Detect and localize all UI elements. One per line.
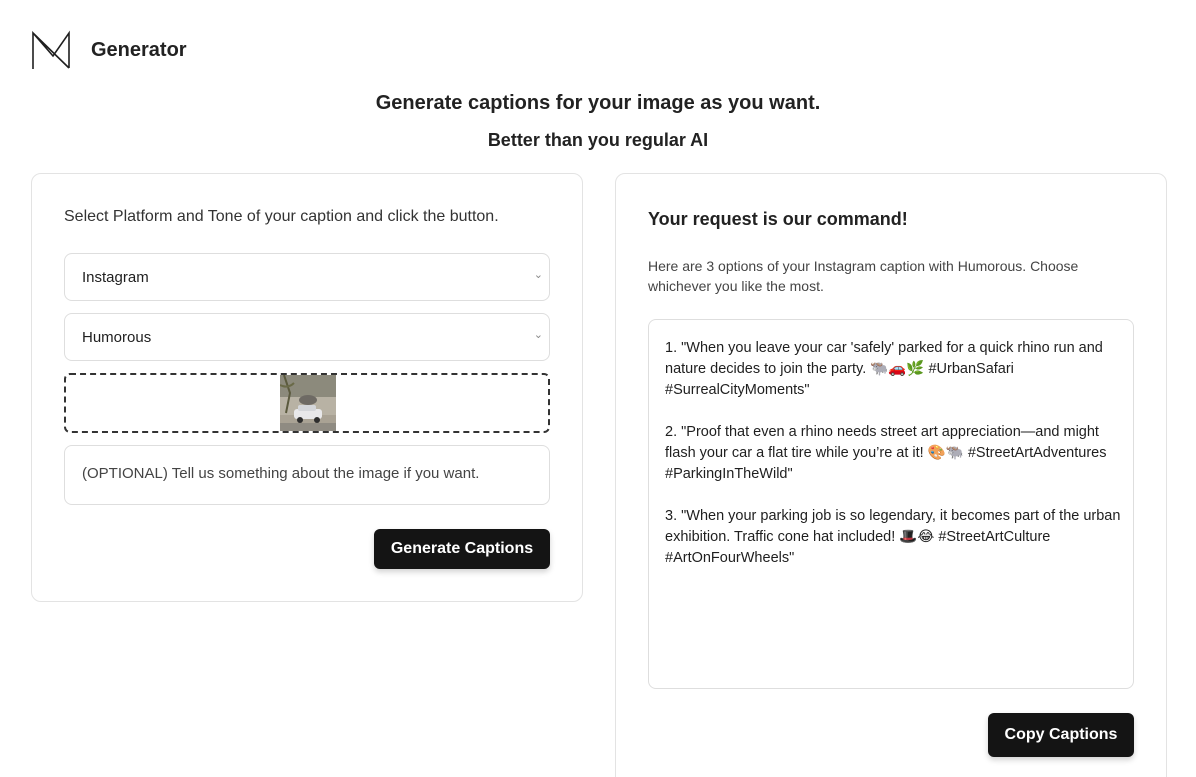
uploaded-image-thumbnail — [280, 375, 336, 431]
platform-select[interactable] — [64, 253, 550, 301]
captions-list — [665, 338, 1121, 590]
caption-option-1: 1. "When you leave your car 'safely' parked for a quick rhino run and nature decides to join the party. 🐃🚗🌿 #UrbanSafari #SurrealCityMoments" — [665, 340, 1103, 398]
result-description: Here are 3 options of your Instagram caption with Humorous. Choose whichever you like the most. — [648, 258, 1079, 294]
m-logo-icon[interactable] — [31, 30, 71, 70]
app-header — [31, 30, 187, 70]
image-description-placeholder: (OPTIONAL) Tell us something about the image if you want. — [82, 465, 480, 482]
page-title: Generate captions for your image as you want. — [375, 92, 821, 114]
image-upload-dropzone[interactable] — [64, 373, 550, 433]
brand-name: Generator — [91, 38, 187, 61]
chevron-down-icon: ⌄ — [533, 329, 543, 341]
caption-option-3: 3. "When your parking job is so legendary, it becomes part of the urban exhibition. Traffic cone hat included! 🎩😂 #StreetArtCulture #ArtOnFourWheels" — [665, 508, 1121, 566]
caption-option-2: 2. "Proof that even a rhino needs street art appreciation—and might flash your car a flat tire while you’re at it! 🎨🐃 #StreetArtAdventures #ParkingInTheWild" — [665, 424, 1107, 482]
platform-select-value: Instagram — [82, 269, 149, 286]
generate-captions-button[interactable]: Generate Captions — [374, 529, 550, 569]
form-instruction: Select Platform and Tone of your caption and click the button. — [64, 208, 499, 225]
result-title: Your request is our command! — [648, 209, 908, 229]
page-subtitle: Better than you regular AI — [487, 130, 709, 150]
tone-select[interactable] — [64, 313, 550, 361]
copy-captions-button[interactable]: Copy Captions — [988, 713, 1134, 757]
chevron-down-icon: ⌄ — [533, 269, 543, 281]
captions-output[interactable] — [648, 319, 1134, 689]
caption-form-panel — [31, 173, 583, 602]
image-description-field[interactable] — [64, 445, 550, 505]
tone-select-value: Humorous — [82, 329, 152, 346]
caption-result-panel — [615, 173, 1167, 777]
